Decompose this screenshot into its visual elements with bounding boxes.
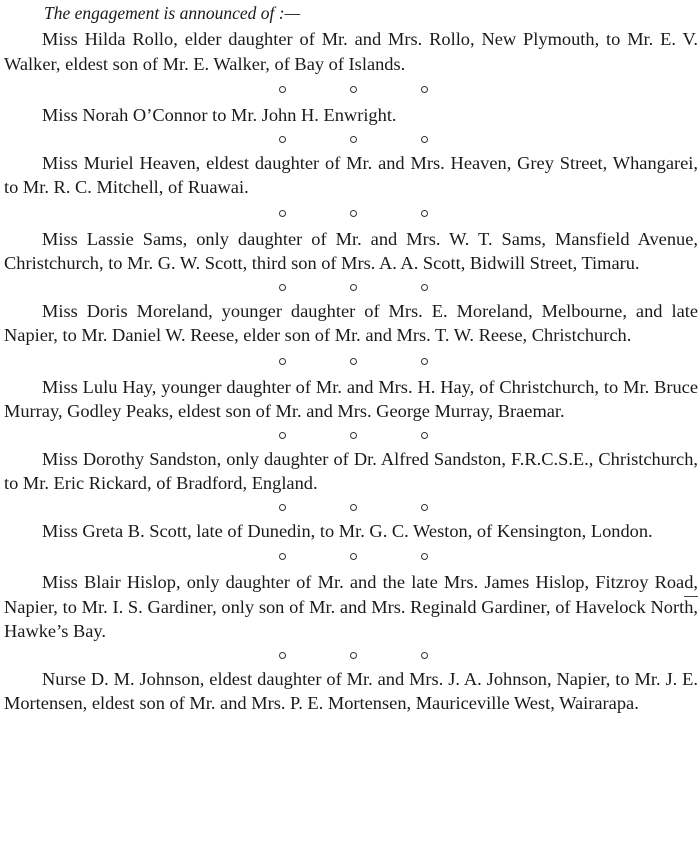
announcement-6: Miss Lulu Hay, younger daughter of Mr. and Mrs. H. Hay, of Christchurch, to Mr. Bruce Murray, Godley Peaks, eldest son of Mr. and Mrs. George Murray, Braemar. [4,376,698,421]
circle-dot-icon [421,210,428,217]
circle-dot-icon [421,358,428,365]
circle-dot-icon [421,86,428,93]
circle-dot-icon [350,652,357,659]
circle-dot-icon [350,136,357,143]
announcement-7: Miss Dorothy Sandston, only daughter of Dr. Alfred Sandston, F.R.C.S.E., Christchurch, to Mr. Eric Rickard, of Bradford, England. [4,448,698,493]
circle-dot-icon [421,136,428,143]
circle-dot-icon [279,284,286,291]
circle-dot-icon [279,358,286,365]
separator [4,348,698,375]
circle-dot-icon [421,432,428,439]
circle-dot-icon [350,86,357,93]
announcement-1: Miss Hilda Rollo, elder daughter of Mr. and Mrs. Rollo, New Plymouth, to Mr. E. V. Walker, eldest son of Mr. E. Walker, of Bay of Islands. [4,29,698,74]
separator [4,200,698,227]
announcement-10: Nurse D. M. Johnson, eldest daughter of Mr. and Mrs. J. A. Johnson, Napier, to Mr. J. E. Mortensen, eldest son of Mr. and Mrs. P. E. Mortensen, Mauriceville West, Wairarapa. [4,668,698,713]
separator [4,644,698,667]
separator [4,543,698,570]
announcement-4: Miss Lassie Sams, only daughter of Mr. and Mrs. W. T. Sams, Mansfield Avenue, Christchurch, to Mr. G. W. Scott, third son of Mrs. A. A. Scott, Bidwill Street, Timaru. [4,228,698,273]
circle-dot-icon [350,553,357,560]
announcement-3: Miss Muriel Heaven, eldest daughter of Mr. and Mrs. Heaven, Grey Street, Whangarei, to Mr. R. C. Mitchell, of Ruawai. [4,152,698,197]
circle-dot-icon [421,652,428,659]
announcement-2: Miss Norah O’Connor to Mr. John H. Enwright. [42,105,397,125]
circle-dot-icon [350,504,357,511]
announcement-8: Miss Greta B. Scott, late of Dunedin, to Mr. G. C. Weston, of Kensington, London. [42,520,653,541]
announcement-5: Miss Doris Moreland, younger daughter of Mrs. E. Moreland, Melbourne, and late Napier, to Mr. Daniel W. Reese, elder son of Mr. and Mrs. T. W. Reese, Christchurch. [4,300,698,345]
circle-dot-icon [279,210,286,217]
circle-dot-icon [350,210,357,217]
circle-dot-icon [279,652,286,659]
margin-dash-mark [684,596,698,597]
circle-dot-icon [279,86,286,93]
page [0,2,700,855]
circle-dot-icon [279,553,286,560]
separator [4,76,698,103]
separator [4,424,698,447]
circle-dot-icon [421,504,428,511]
separator [4,128,698,151]
separator [4,276,698,299]
circle-dot-icon [279,504,286,511]
circle-dot-icon [279,432,286,439]
circle-dot-icon [421,553,428,560]
section-heading: The engagement is announced of :— [44,3,301,23]
announcement-9: Miss Blair Hislop, only daughter of Mr. and the late Mrs. James Hislop, Fitzroy Road, Napier, to Mr. I. S. Gardiner, only son of Mr. and Mrs. Reginald Gardiner, of Havelock North, Hawke’s Bay. [4,572,698,641]
circle-dot-icon [279,136,286,143]
circle-dot-icon [350,358,357,365]
separator [4,496,698,519]
circle-dot-icon [421,284,428,291]
circle-dot-icon [350,432,357,439]
circle-dot-icon [350,284,357,291]
